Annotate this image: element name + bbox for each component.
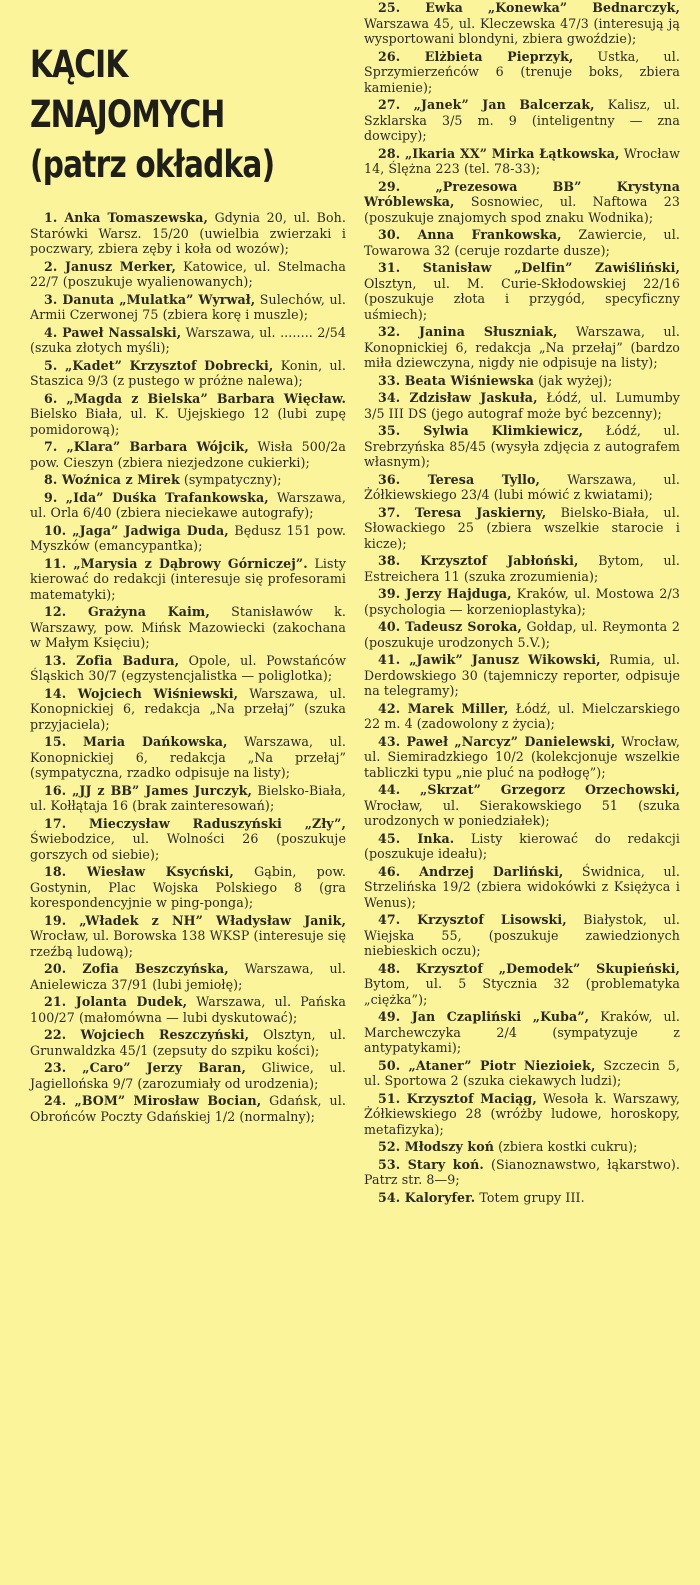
entry-text: Sulechów, ul. Armii Czerwonej 75 (zbiera korę i muszle); [30,291,347,322]
list-item [364,260,680,322]
entry-name: 29. „Prezesowa BB” Krystyna Wróblewska, [364,178,680,209]
entry-list [30,210,346,1124]
entry-name: 5. „Kadet” Krzysztof Dobrecki, [44,357,274,373]
entry-text: Opole, ul. Powstańców Śląskich 30/7 (egzystencjalistka — poliglotka); [30,652,346,683]
entry-text: Warszawa 45, ul. Kleczewska 47/3 (interesują ją wysportowani blondyni, zbiera gwoździe); [364,15,680,46]
entry-text: Totem grupy III. [475,1189,585,1205]
entry-name: 38. Krzysztof Jabłoński, [378,553,579,568]
entry-text: Warszawa, ul. Pańska 100/27 (małomówna — lubi dyskutować); [30,994,347,1025]
entry-name: 31. Stanisław „Delfin” Zawiśliński, [378,260,680,275]
entry-name: 48. Krzysztof „Demodek” Skupieński, [378,960,680,976]
entry-text: Kalisz, ul. Szklarska 3/5 m. 9 (inteligentny — zna dowcipy); [364,97,680,143]
list-item [364,652,680,699]
list-item [30,961,346,992]
entry-text: (Sianoznawstwo, łąkarstwo). Patrz str. 8—9; [364,1156,680,1187]
entry-name: 50. „Ataner” Piotr Niezioiek, [378,1057,596,1073]
entry-text: Listy kierować do redakcji (poszukuje ideału); [364,830,680,861]
entry-text: Gdańsk, ul. Obrońców Poczty Gdańskiej 1/2 (normalny); [30,1093,346,1124]
list-item [364,227,680,258]
list-item [364,1139,680,1155]
entry-text: Warszawa, ul. ........ 2/54 (szuka złotych myśli); [30,324,346,355]
entry-name: 19. „Władek z NH” Władysław Janik, [44,912,346,928]
entry-name: 18. Wiesław Ksycński, [44,864,234,879]
entry-name: 9. „Ida” Duśka Trafankowska, [44,489,269,505]
title-line-2: ZNAJOMYCH [30,93,225,136]
entry-name: 23. „Caro” Jerzy Baran, [44,1060,246,1075]
entry-text: Wrocław, ul. Sierakowskiego 51 (szuka urodzonych w poniedziałek); [364,797,680,828]
list-item [30,325,346,356]
entry-text: Warszawa, ul. Anielewicza 37/91 (lubi jemiołę); [30,961,346,992]
entry-name: 41. „Jawik” Janusz Wikowski, [378,652,601,667]
entry-text: Kraków, ul. Marchewczyka 2/4 (sympatyzuje z antypatykami); [364,1009,680,1055]
list-item [364,1009,680,1056]
list-item [364,505,680,552]
entry-text: Warszawa, ul. Żółkiewskiego 23/4 (lubi mówić z kwiatami); [364,471,681,502]
entry-text: Białystok, ul. Wiejska 55, (poszukuje zawiedzionych niebieskich oczu); [364,912,680,958]
list-item [364,912,680,959]
list-item [30,523,346,554]
entry-name: 37. Teresa Jaskierny, [378,504,547,520]
entry-text: (zbiera kostki cukru); [494,1139,638,1154]
entry-name: 4. Paweł Nassalski, [44,324,182,340]
entry-name: 47. Krzysztof Lisowski, [378,912,567,927]
list-item [364,373,680,389]
entry-name: 39. Jerzy Hajduga, [378,586,512,601]
entry-text: (sympatyczny); [179,472,282,487]
list-item [30,653,346,684]
right-column [364,0,680,1585]
list-item [30,210,346,257]
list-item [364,864,680,911]
entry-text: Bielsko-Biała, ul. Kołłątaja 16 (brak zainteresowań); [30,782,346,813]
entry-name: 35. Sylwia Klimkiewicz, [378,423,584,438]
list-item [364,701,680,732]
entry-name: 25. Ewka „Konewka” Bednarczyk, [378,0,680,15]
list-item [364,390,680,421]
entry-name: 13. Zofia Badura, [44,652,180,668]
list-item [30,490,346,521]
entry-text: Katowice, ul. Stelmacha 22/7 (poszukuje wyalienowanych); [30,258,346,289]
entry-name: 10. „Jaga” Jadwiga Duda, [44,522,229,538]
list-item [30,439,346,470]
entry-name: 34. Zdzisław Jaskuła, [378,390,538,405]
entry-text: Ustka, ul. Sprzymierzeńców 6 (trenuje boks, zbiera kamienie); [364,48,680,95]
list-item [364,782,680,829]
entry-text: Sosnowiec, ul. Naftowa 23 (poszukuje znajomych spod znaku Wodnika); [364,194,680,225]
entry-text: Świdnica, ul. Strzelińska 19/2 (zbiera widokówki z Księżyca i Wenus); [364,863,680,910]
entry-text: Bielsko-Biała, ul. Słowackiego 25 (zbiera wszelkie starocie i kicze); [364,504,680,551]
entry-name: 3. Danuta „Mulatka” Wyrwał, [44,291,256,307]
list-item [30,864,346,911]
entry-text: Będusz 151 pow. Myszków (emancypantka); [30,522,347,553]
entry-text: Świebodzice, ul. Wolności 26 (poszukuje gorszych od siebie); [30,831,346,862]
entry-name: 20. Zofia Beszczyńska, [44,961,229,976]
entry-name: 26. Elżbieta Pieprzyk, [378,48,574,64]
entry-text: Wisła 500/2a pow. Cieszyn (zbiera niezjedzone cukierki); [30,439,346,470]
entry-text: Konin, ul. Staszica 9/3 (z pustego w próżne nalewa); [30,357,346,388]
entry-text: Łódź, ul. Lumumby 3/5 III DS (jego autograf może być bezcenny); [364,390,680,421]
entry-text: Bielsko Biała, ul. K. Ujejskiego 12 (lubi zupę pomidorową); [30,406,346,437]
entry-text: Rumia, ul. Derdowskiego 30 (tajemniczy reporter, odpisuje na telegramy); [364,652,681,698]
list-item [364,1091,680,1138]
list-item [364,734,680,781]
entry-name: 8. Woźnica z Mirek [44,472,180,487]
entry-name: 24. „BOM” Mirosław Bocian, [44,1093,262,1108]
entry-name: 14. Wojciech Wiśniewski, [44,685,239,701]
entry-text: Zawiercie, ul. Towarowa 32 (ceruje rozdarte dusze); [364,227,680,258]
list-item [30,472,346,488]
list-item [364,179,680,226]
list-item [30,556,346,603]
entry-name: 27. „Janek” Jan Balcerzak, [378,97,595,112]
list-item [30,1093,346,1124]
entry-name: 16. „JJ z BB” James Jurczyk, [44,782,253,798]
entry-name: 52. Młodszy koń [378,1139,495,1154]
entry-text: Wrocław, ul. Borowska 138 WKSP (interesuje się rzeźbą ludową); [30,928,346,959]
entry-text: Bytom, ul. Estreichera 11 (szuka zrozumienia); [364,553,680,584]
list-item [30,783,346,814]
entry-text: Stanisławów k. Warszawy, pow. Mińsk Mazowiecki (zakochana w Małym Księciu); [30,604,346,650]
entry-name: 15. Maria Dańkowska, [44,734,228,749]
title-line-1: KĄCIK [30,43,128,86]
list-item [30,686,346,733]
entry-list [364,0,680,1205]
entry-text: Listy kierować do redakcji (interesuje się profesorami matematyki); [30,555,346,602]
entry-name: 49. Jan Czapliński „Kuba”, [378,1009,590,1024]
list-item [364,553,680,584]
entry-name: 22. Wojciech Reszczyński, [44,1027,250,1042]
entry-text: Olsztyn, ul. Grunwaldzka 45/1 (zepsuty do szpiku kości); [30,1027,346,1058]
list-item [30,604,346,651]
list-item [364,961,680,1008]
entry-name: 11. „Marysia z Dąbrowy Górniczej”. [44,555,308,571]
list-item [30,734,346,781]
list-item [364,619,680,650]
entry-name: 43. Paweł „Narcyz” Danielewski, [378,733,616,749]
list-item [30,259,346,290]
entry-text: Gdynia 20, ul. Boh. Starówki Warsz. 15/20 (uwielbia zwierzaki i poczwary, zbiera zęby i koła od wozów); [30,210,346,256]
entry-text: Wesoła k. Warszawy, Żółkiewskiego 28 (wróżby ludowe, horoskopy, metafizyka); [364,1090,681,1137]
list-item [30,913,346,960]
entry-name: 6. „Magda z Bielska” Barbara Więcław. [44,390,346,406]
list-item [364,1058,680,1089]
entry-name: 54. Kaloryfer. [378,1189,476,1205]
list-item [30,1027,346,1058]
list-item [364,472,680,503]
entry-text: Bytom, ul. 5 Stycznia 32 (problematyka „ciężka”); [364,976,680,1007]
left-column [30,0,346,1585]
entry-text: Gołdap, ul. Reymonta 2 (poszukuje urodzonych 5.V.); [364,619,680,650]
entry-name: 32. Janina Słuszniak, [378,324,558,339]
entry-text: Wrocław 14, Ślężna 223 (tel. 78-33); [364,145,680,176]
entry-text: Warszawa, ul. Orla 6/40 (zbiera nieciekawe autografy); [30,489,347,520]
entry-text: Warszawa, ul. Konopnickiej 6, redakcja „Na przełaj” (szuka przyjaciela); [30,685,346,732]
entry-text: Łódź, ul. Srebrzyńska 85/45 (wysyła zdjęcia z autografem własnym); [364,423,681,469]
entry-name: 51. Krzysztof Maciąg, [378,1090,537,1106]
entry-text: (jak wyżej); [534,372,613,388]
entry-name: 7. „Klara” Barbara Wójcik, [44,439,249,454]
list-item [30,292,346,323]
entry-name: 42. Marek Miller, [378,700,509,716]
entry-name: 33. Beata Wiśniewska [378,372,535,388]
list-item [30,358,346,389]
entry-name: 40. Tadeusz Soroka, [378,619,522,634]
entry-name: 46. Andrzej Darliński, [378,863,564,879]
entry-text: Gliwice, ul. Jagiellońska 9/7 (zarozumiały od urodzenia); [30,1060,346,1091]
list-item [364,831,680,862]
entry-name: 12. Grażyna Kaim, [44,604,210,619]
list-item [30,1060,346,1091]
entry-name: 44. „Skrzat” Grzegorz Orzechowski, [378,782,680,797]
list-item [364,0,680,47]
list-item [364,97,680,144]
list-item [364,423,680,470]
list-item [364,586,680,617]
list-item [364,146,680,177]
entry-name: 21. Jolanta Dudek, [44,994,188,1009]
entry-text: Kraków, ul. Mostowa 2/3 (psychologia — korzenioplastyka); [364,586,680,617]
list-item [30,994,346,1025]
entry-text: Gąbin, pow. Gostynin, Plac Wojska Polskiego 8 (gra korespondencyjnie w ping-ponga); [30,864,346,910]
entry-name: 53. Stary koń. [378,1156,484,1172]
entry-text: Warszawa, ul. Konopnickiej 6, redakcja „Na przełaj” (sympatyczna, rzadko odpisuje na listy); [30,734,346,780]
list-item [364,1157,680,1188]
entry-name: 30. Anna Frankowska, [378,227,562,242]
list-item [364,324,680,371]
list-item [364,1190,680,1206]
entry-text: Warszawa, ul. Konopnickiej 6, redakcja „Na przełaj” (bardzo miła dziewczyna, nigdy nie odpisuje na listy); [364,324,680,370]
entry-name: 36. Teresa Tyllo, [378,471,541,487]
list-item [30,816,346,863]
entry-name: 17. Mieczysław Raduszyński „Zły”, [44,815,346,831]
entry-text: Wrocław, ul. Siemiradzkiego 10/2 (kolekcjonuje wszelkie tabliczki typu „nie pluć na podłogę”); [364,733,680,780]
entry-text: Łódź, ul. Mielczarskiego 22 m. 4 (zadowolony z życia); [364,700,681,731]
title-line-3: (patrz okładka) [30,143,275,186]
entry-text: Olsztyn, ul. M. Curie-Skłodowskiej 22/16 (poszukuje złota i przygód, specyficzny uśmiech); [364,275,680,322]
entry-name: 45. Inka. [378,830,455,846]
entry-name: 28. „Ikaria XX” Mirka Łątkowska, [378,145,620,161]
entry-name: 1. Anka Tomaszewska, [44,210,208,225]
entry-text: Szczecin 5, ul. Sportowa 2 (szuka ciekawych ludzi); [364,1057,680,1088]
list-item [30,391,346,438]
page-title [30,40,283,190]
entry-name: 2. Janusz Merker, [44,258,176,274]
list-item [364,49,680,96]
